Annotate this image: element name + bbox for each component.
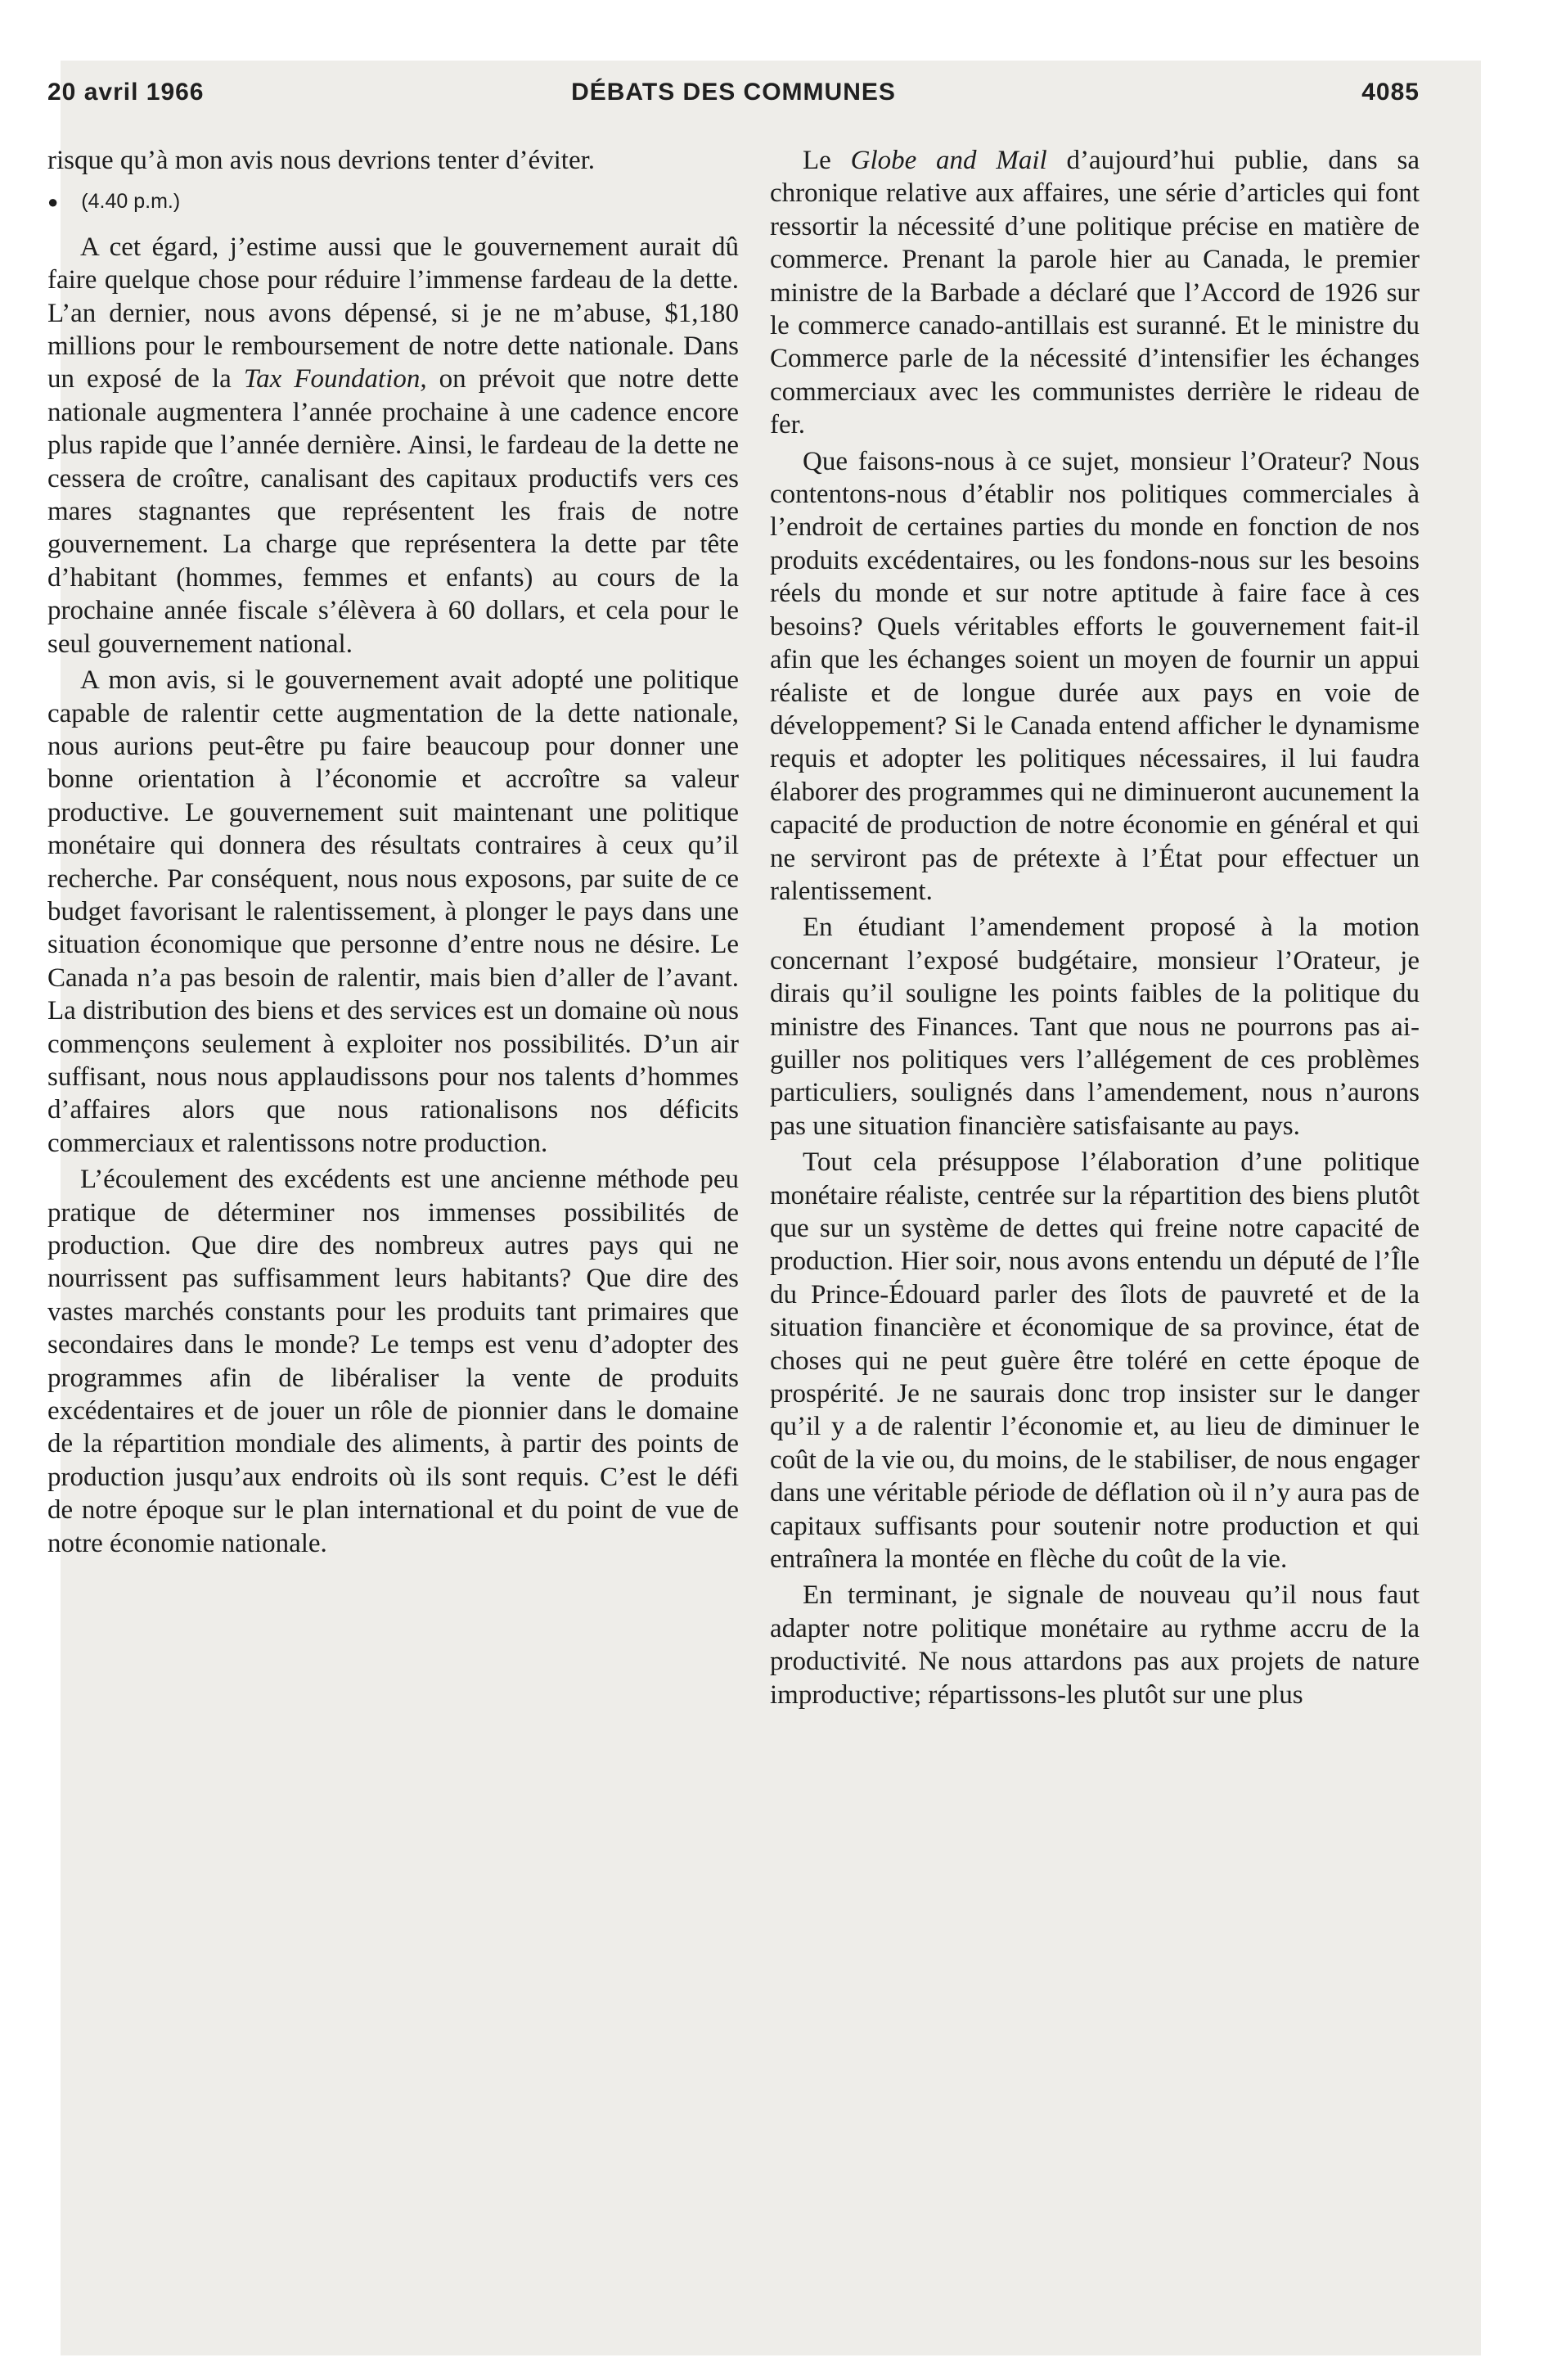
page-header <box>47 79 1420 119</box>
paragraph-text: on prévoit que notre dette nationale augmentera l’année prochaine à une cadence encore plus rapide que l’année dernière. Ainsi, le fardeau de la dette ne cessera de croître, canalisant des capitaux productifs vers ces mares stagnantes que représentent les frais de notre gouvernement. La charge que représentera la dette par tête d’habitant (hommes, femmes et enfants) au cours de la prochaine année fiscale s’élèvera à 60 dollars, et cela pour le seul gouvernement national. <box>47 364 739 659</box>
paragraph: En terminant, je signale de nouveau qu’il nous faut adapter notre politique monétaire au rythme accru de la productivité. Ne nous attardons pas aux projets de nature improductive; répartissons-les plutôt sur une plus <box>770 1580 1420 1710</box>
left-column <box>47 144 739 1563</box>
right-column <box>770 144 1420 1715</box>
paragraph <box>770 144 1420 442</box>
italic-title: Globe and Mail <box>850 146 1047 175</box>
header-page-number: 4085 <box>1361 79 1420 106</box>
italic-title: Tax Foundation, <box>243 364 427 394</box>
paragraph: L’écoulement des excédents est une ancienne méthode peu pratique de déterminer nos immenses possibilités de production. Que dire des nombreux autres pays qui ne nourrissent pas suffisamment leurs habitants? Que dire des vastes marchés constants pour les produits tant primaires que secondaires dans le monde? Le temps est venu d’adopter des programmes afin de libéraliser la vente de produits excédentaires et de jouer un rôle de pionnier dans le domaine de la répartition mondiale des aliments, à partir des points de production jusqu’aux endroits où ils sont requis. C’est le défi de notre époque sur le plan international et du point de vue de notre économie nationale. <box>47 1165 739 1558</box>
paragraph: risque qu’à mon avis nous devrions tenter d’éviter. <box>47 146 596 175</box>
header-title: DÉBATS DES COMMUNES <box>571 79 896 106</box>
header-date: 20 avril 1966 <box>47 79 205 106</box>
paragraph: En étudiant l’amendement proposé à la motion concernant l’exposé budgétaire, monsieur l’Orateur, je dirais qu’il souligne les points faibles de la politique du ministre des Finances. Tant que nous ne pourrons pas aiguiller nos politiques vers l’allégement de ces problèmes particuliers, soulignés dans l’amendement, nous n’aurons pas une situation financière satisfaisante au pays. <box>770 913 1420 1141</box>
paragraph-text: A cet égard, j’estime aussi que le gouvernement aurait dû faire quelque chose pour réduire l’immense fardeau de la dette. L’an dernier, nous avons dépensé, si je ne m’abuse, $1,180 millions pour le remboursement de notre dette nationale. Dans un exposé de la <box>47 232 739 394</box>
paragraph: Que faisons-nous à ce sujet, monsieur l’Orateur? Nous contentons-nous d’établir nos politiques commerciales à l’endroit de certaines parties du monde en fonction de nos produits excédentaires, ou les fondons-nous sur les besoins réels du monde et sur notre aptitude à faire face à ces besoins? Quels véritables efforts le gouvernement fait-il afin que les échanges soient un moyen de fournir un appui réaliste et de longue durée aux pays en voie de développement? Si le Canada entend afficher le dynamisme requis et adopter les politiques nécessaires, il lui faudra élaborer des programmes qui ne diminueront aucunement la capacité de production de notre économie en général et qui ne serviront pas de prétexte à l’État pour effectuer un ralentissement. <box>770 446 1420 906</box>
paragraph <box>47 231 739 660</box>
timestamp-text: (4.40 p.m.) <box>81 190 181 214</box>
paragraph-text: Le <box>803 146 851 175</box>
paragraph: Tout cela présuppose l’élaboration d’une politique monétaire réaliste, centrée sur la répartition des biens plutôt que sur un système de dettes qui freine notre capacité de production. Hier soir, nous avons entendu un député de l’Île du Prince-Édouard parler des îlots de pauvreté et de la situation financière et économique de sa province, état de choses qui ne peut guère être toléré en cette époque de prospérité. Je ne saurais donc trop insister sur le danger qu’il y a de ralentir l’économie et, au lieu de diminuer le coût de la vie ou, du moins, de le stabiliser, de nous engager dans une véritable période de déflation où il n’y aura pas de capitaux suffisants pour soutenir notre production et qui entraînera la montée en flèche du coût de la vie. <box>770 1147 1420 1575</box>
paragraph-text: d’aujourd’hui publie, dans sa chronique relative aux affaires, une série d’articles qui font ressortir la nécessité d’une politique précise en matière de commerce. Prenant la parole hier au Canada, le premier ministre de la Barbade a déclaré que l’Accord de 1926 sur le commerce canado-antillais est suranné. Et le ministre du Commerce parle de la nécessité d’intensifier les échanges commerciaux avec les communistes derrière le rideau de fer. <box>770 146 1420 440</box>
timestamp <box>47 185 739 219</box>
bullet-icon: ● <box>47 192 59 213</box>
paragraph: A mon avis, si le gouvernement avait adopté une politique capable de ralentir cette augmentation de la dette nationale, nous aurions peut-être pu faire beaucoup pour donner une bonne orientation à l’économie et accroître sa valeur productive. Le gouvernement suit maintenant une politique monétaire qui donnera des résultats contraires à ceux qu’il recherche. Par conséquent, nous nous exposons, par suite de ce budget favorisant le ralentissement, à plonger le pays dans une situation économique que personne d’entre nous ne désire. Le Canada n’a pas besoin de ralentir, mais bien d’aller de l’avant. La distribution des biens et des services est un domaine où nous commençons seulement à exploiter nos possibilités. D’un air suffisant, nous nous applaudissons pour nos talents d’hommes d’affaires alors que nous rationalisons nos déficits commerciaux et ralentissons notre production. <box>47 665 739 1158</box>
